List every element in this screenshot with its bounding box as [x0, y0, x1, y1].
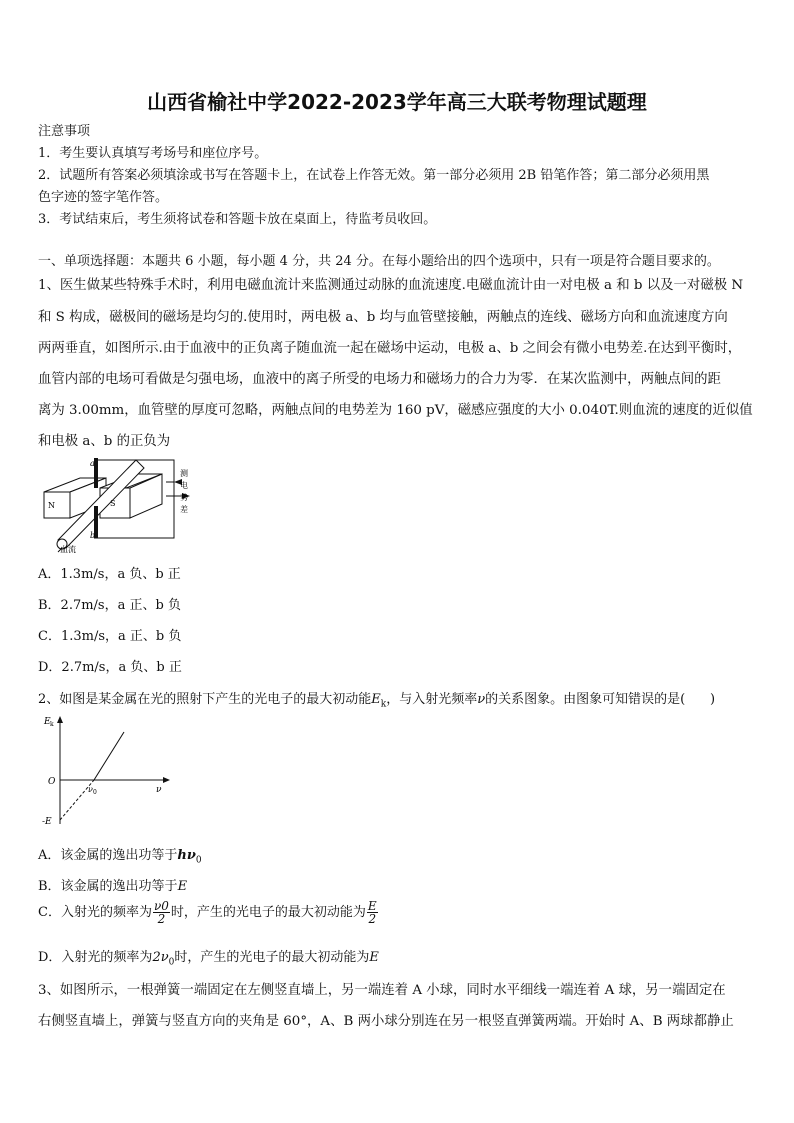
fraction: $\frac{\nu 0}{2}$ [153, 899, 169, 926]
notice-item: 1．考生要认真填写考场号和座位序号。 [38, 146, 268, 161]
q2-option-a: A．该金属的逸出功等于$h\nu_0$ [38, 848, 202, 866]
ek-nu-graph [38, 712, 178, 832]
graph-ylabel-sub: k [50, 721, 54, 728]
label-measure: 测 [180, 469, 188, 478]
graph-nu0: ν [88, 785, 93, 794]
notice-item: 2．试题所有答案必须填涂或书写在答题卡上，在试卷上作答无效。第一部分必须用 2B 铅笔作答；第二部分必须用黑 [38, 168, 710, 183]
label-a: a [90, 459, 95, 468]
label-measure: 差 [180, 505, 188, 514]
q2-stem: 2、如图是某金属在光的照射下产生的光电子的最大初动能$E_k$，与入射光频率ν的关系图象。由图象可知错误的是( ) [38, 692, 716, 710]
page-title: 山西省榆社中学2022-2023学年高三大联考物理试题理 [147, 90, 647, 114]
q1-option-a: A．1.3m/s，a 负、b 正 [38, 567, 181, 582]
q2-option-d: D．入射光的频率为$2\nu_0$时，产生的光电子的最大初动能为E [38, 950, 379, 968]
q1-line: 血管内部的电场可看做是匀强电场，血液中的离子所受的电场力和磁场力的合力为零．在某次监测中，两触点间的距 [38, 372, 721, 387]
graph-xlabel: ν [156, 785, 162, 795]
notice-item: 3．考试结束后，考生须将试卷和答题卡放在桌面上，待监考员收回。 [38, 212, 437, 227]
q2-option-c: C．入射光的频率为 $\frac{\nu 0}{2}$ 时，产生的光电子的最大初动能为 $\frac{E}{2}$ [38, 899, 377, 926]
label-b: b [90, 531, 96, 540]
q1-line: 和 S 构成，磁极间的磁场是均匀的.使用时，两电极 a、b 均与血管壁接触，两触点的连线、磁场方向和血流速度方向 [38, 310, 728, 325]
q3-line: 右侧竖直墙上，弹簧与竖直方向的夹角是 60°，A、B 两小球分别连在另一根竖直弹簧两端。开始时 A、B 两球都静止 [38, 1014, 734, 1029]
label-measure: 电 [180, 481, 188, 490]
q1-line: 两两垂直，如图所示.由于血液中的正负离子随血流一起在磁场中运动，电极 a、b 之间会有微小电势差.在达到平衡时， [38, 341, 742, 356]
q1-line: 和电极 a、b 的正负为 [38, 434, 171, 449]
section-heading: 一、单项选择题：本题共 6 小题，每小题 4 分，共 24 分。在每小题给出的四个选项中，只有一项是符合题目要求的。 [38, 254, 720, 269]
q1-option-d: D．2.7m/s，a 负、b 正 [38, 660, 182, 675]
q2-option-b: B．该金属的逸出功等于E [38, 879, 188, 894]
q3-line: 3、如图所示，一根弹簧一端固定在左侧竖直墙上，另一端连着 A 小球，同时水平细线一端连着 A 球，另一端固定在 [38, 983, 726, 998]
q1-option-c: C．1.3m/s，a 正、b 负 [38, 629, 182, 644]
graph-ylabel: E [44, 717, 51, 727]
flowmeter-figure [36, 452, 206, 556]
fraction: $\frac{E}{2}$ [367, 899, 377, 926]
graph-origin: O [48, 777, 56, 787]
notice-item: 色字迹的签字笔作答。 [38, 190, 169, 205]
q1-option-b: B．2.7m/s，a 正、b 负 [38, 598, 181, 613]
label-s: S [110, 499, 116, 508]
label-measure: 势 [180, 493, 188, 502]
graph-nu0-sub: 0 [93, 789, 97, 796]
label-n: N [48, 501, 55, 510]
notice-heading: 注意事项 [38, 124, 91, 139]
q1-line: 1、医生做某些特殊手术时，利用电磁血流计来监测通过动脉的血流速度.电磁血流计由一对电极 a 和 b 以及一对磁极 N [38, 278, 744, 293]
q1-line: 离为 3.00mm，血管壁的厚度可忽略，两触点间的电势差为 160 pV，磁感应强度的大小 0.040T.则血流的速度的近似值 [38, 403, 753, 418]
label-flow: 血流 [60, 545, 76, 554]
graph-neg-e: -E [42, 817, 52, 827]
